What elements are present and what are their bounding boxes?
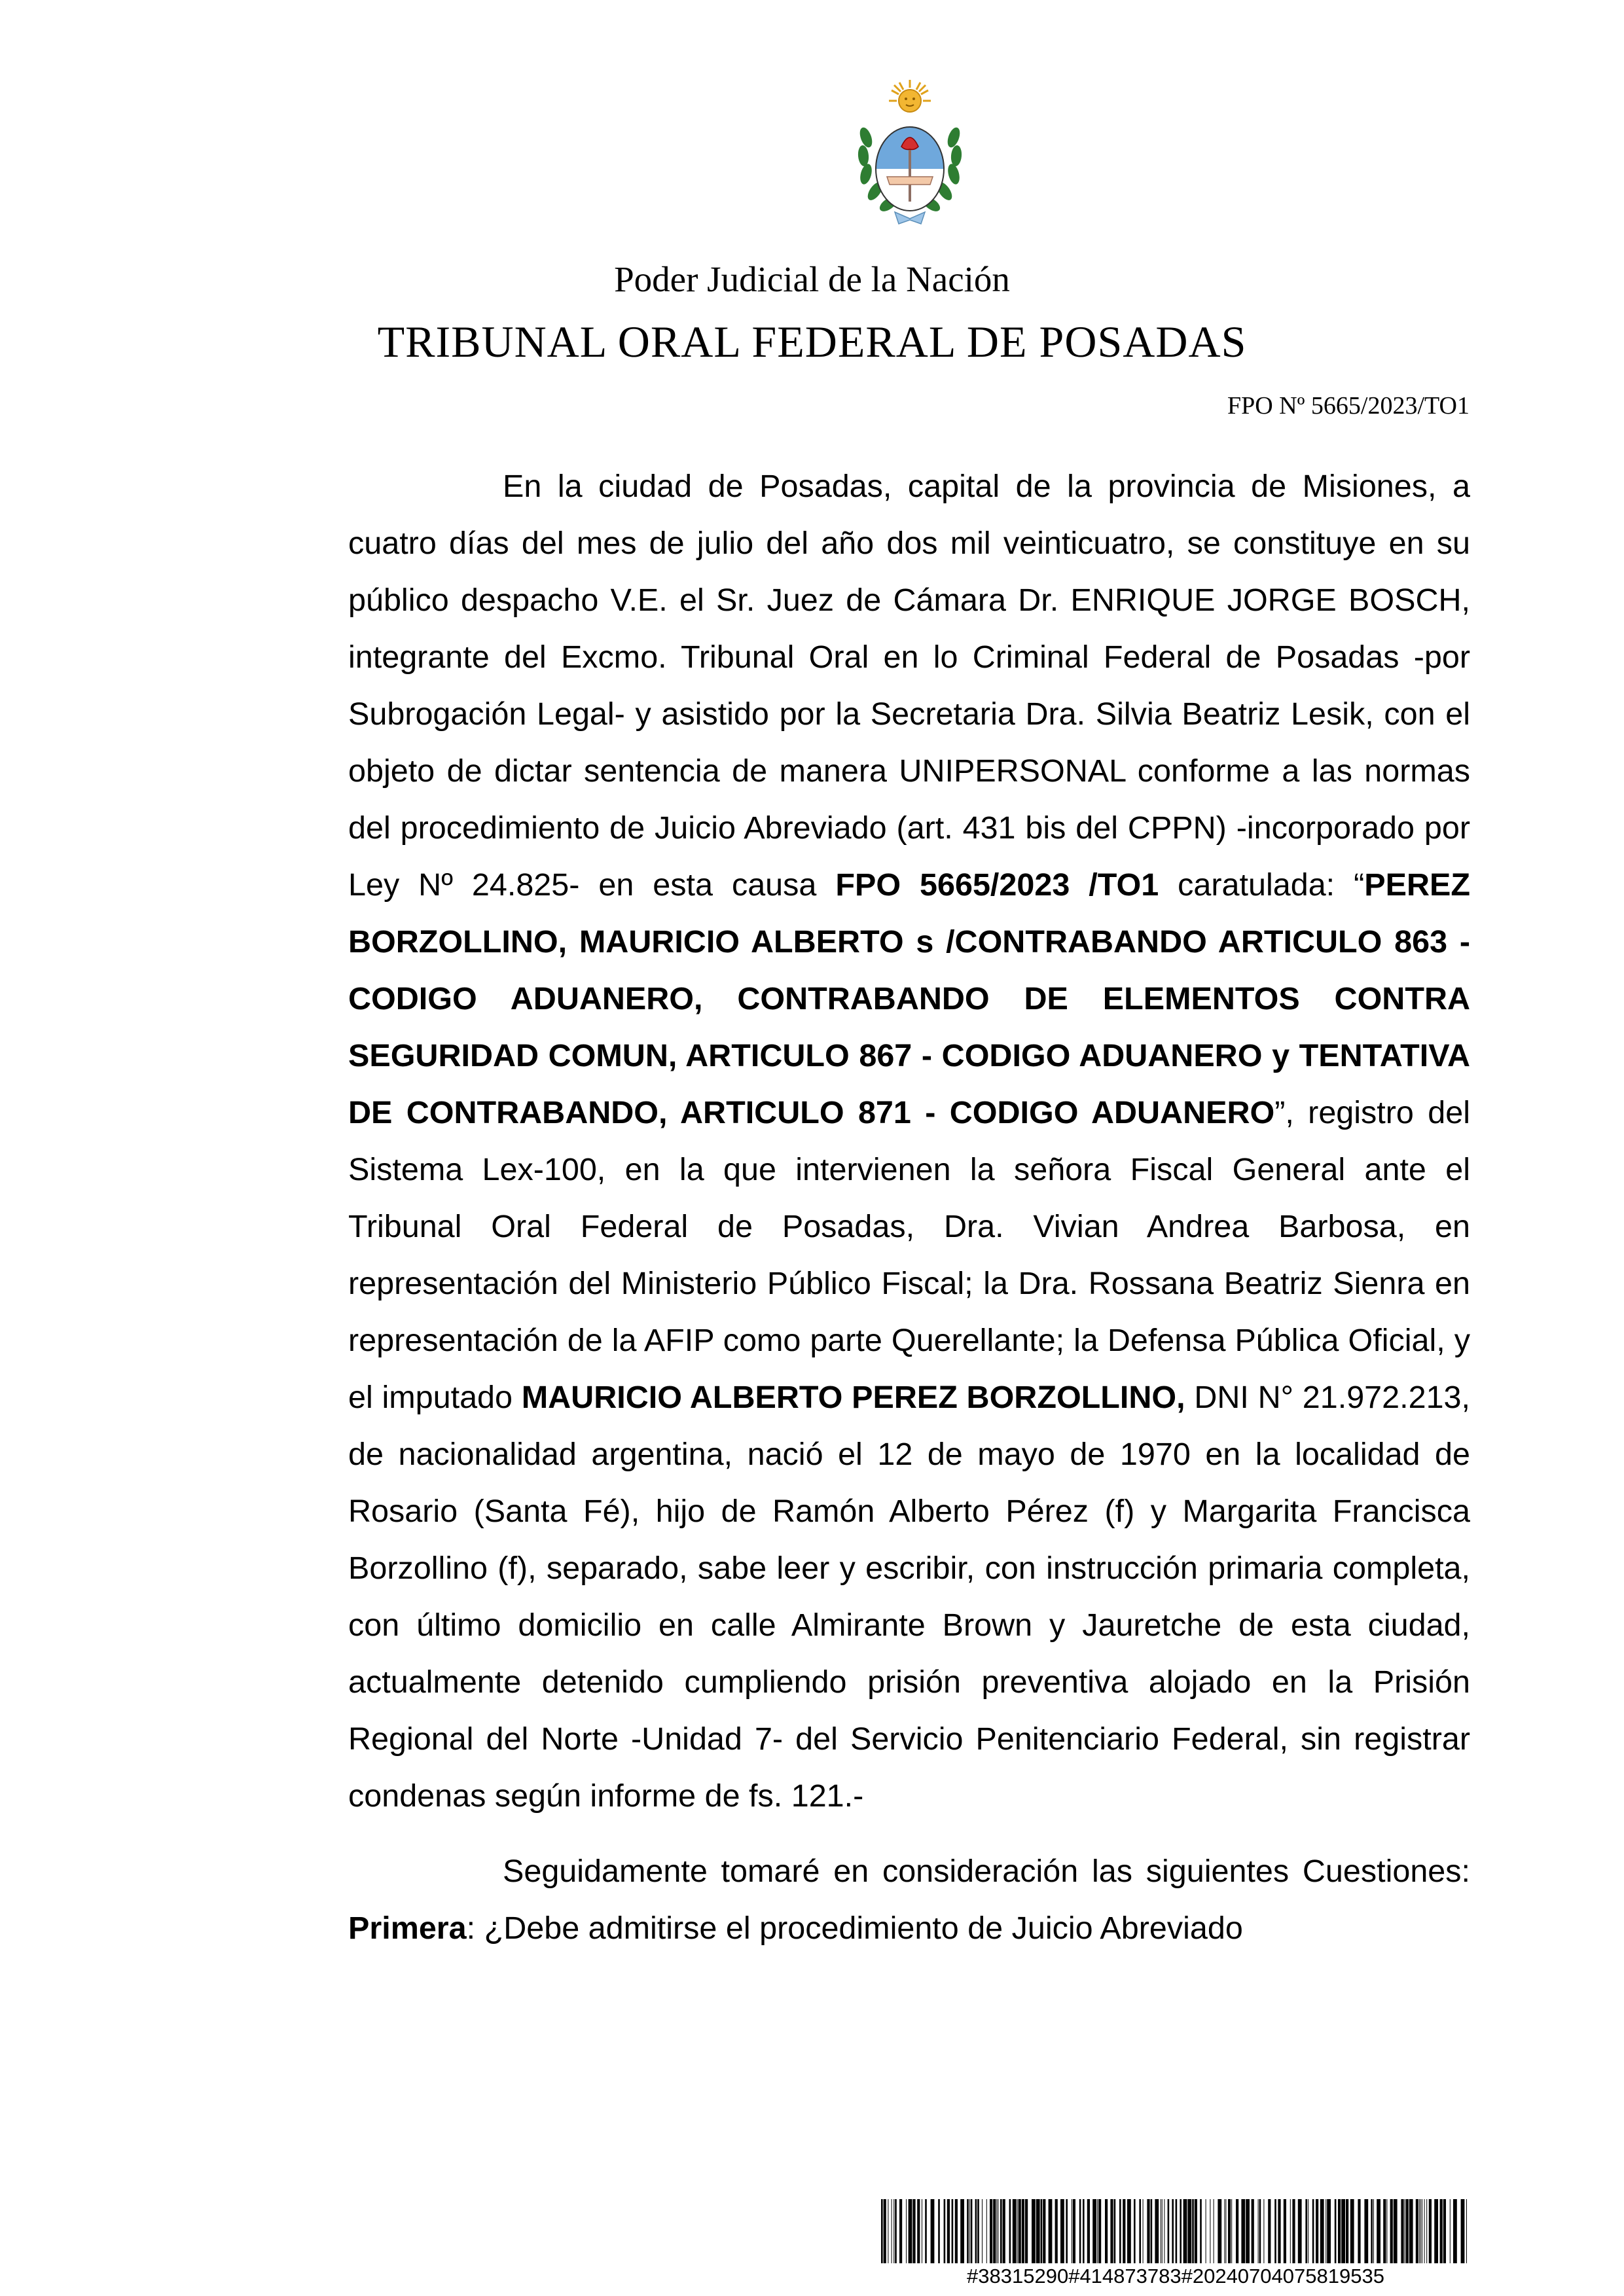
- document-body: [348, 458, 1470, 1957]
- paragraph-2: [348, 1843, 1470, 1957]
- p1-text-1: En la ciudad de Posadas, capital de la provincia de Misiones, a cuatro días del mes de julio del año dos mil veinticuatro, se constituye en su público despacho V.E. el Sr. Juez de Cámara Dr. ENRIQUE JORGE BOSCH, integrante del Excmo. Tribunal Oral en lo Criminal Federal de Posadas -por Subrogación Legal- y asistido por la Secretaria Dra. Silvia Beatriz Lesik, con el objeto de dictar sentencia de manera UNIPERSONAL conforme a las normas del procedimiento de Juicio Abreviado (art. 431 bis del CPPN) -incorporado por Ley Nº 24.825- en esta causa: [348, 469, 1470, 903]
- barcode-icon: [881, 2199, 1470, 2263]
- paragraph-1: [348, 458, 1470, 1825]
- header-court-title: TRIBUNAL ORAL FEDERAL DE POSADAS: [377, 317, 1247, 367]
- p2-bold-primera: Primera: [348, 1910, 467, 1946]
- p1-text-3: ”, registro del Sistema Lex-100, en la que intervienen la señora Fiscal General ante el Tribunal Oral Federal de Posadas, Dra. Vivian Andrea Barbosa, en representación del Ministerio Público Fiscal; la Dra. Rossana Beatriz Sienra en representación de la AFIP como parte Querellante; la Defensa Pública Oficial, y el imputado: [348, 1095, 1470, 1415]
- header-org-title: Poder Judicial de la Nación: [614, 259, 1010, 299]
- p1-bold-defendant-name: MAURICIO ALBERTO PEREZ BORZOLLINO,: [521, 1380, 1185, 1415]
- p1-bold-case-number: FPO 5665/2023 /TO1: [835, 867, 1159, 903]
- p1-bold-case-title: PEREZ BORZOLLINO, MAURICIO ALBERTO s /CONTRABANDO ARTICULO 863 -CODIGO ADUANERO, CONTRABANDO DE ELEMENTOS CONTRA SEGURIDAD COMUN, ARTICULO 867 - CODIGO ADUANERO y TENTATIVA DE CONTRABANDO, ARTICULO 871 - CODIGO ADUANERO: [348, 867, 1470, 1130]
- barcode-text: #38315290#414873783#20240704075819535: [967, 2265, 1384, 2287]
- argentina-coat-of-arms-icon: [854, 79, 965, 236]
- p1-text-4: DNI N° 21.972.213, de nacionalidad argentina, nació el 12 de mayo de 1970 en la localidad de Rosario (Santa Fé), hijo de Ramón Alberto Pérez (f) y Margarita Francisca Borzollino (f), separado, sabe leer y escribir, con instrucción primaria completa, con último domicilio en calle Almirante Brown y Jauretche de esta ciudad, actualmente detenido cumpliendo prisión preventiva alojado en la Prisión Regional del Norte -Unidad 7- del Servicio Penitenciario Federal, sin registrar condenas según informe de fs. 121.-: [348, 1380, 1471, 1814]
- file-reference-number: FPO Nº 5665/2023/TO1: [1227, 392, 1470, 420]
- p2-text-1: Seguidamente tomaré en consideración las siguientes Cuestiones:: [503, 1854, 1470, 1889]
- p2-text-2: : ¿Debe admitirse el procedimiento de Juicio Abreviado: [466, 1910, 1243, 1946]
- p1-text-2: caratulada: “: [1159, 867, 1365, 903]
